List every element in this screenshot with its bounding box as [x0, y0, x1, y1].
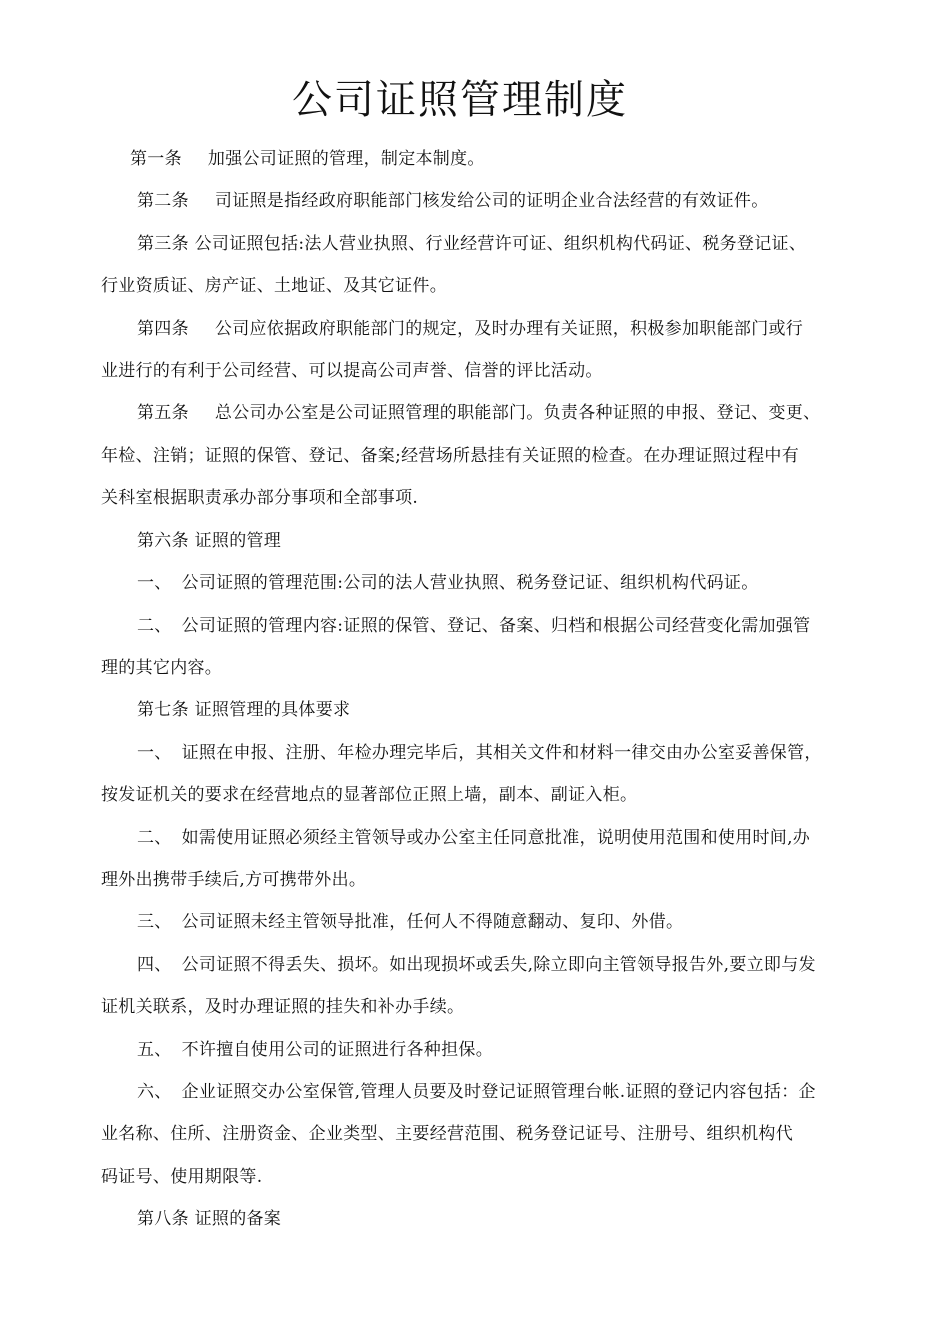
line-lead: 第二条 — [137, 191, 189, 211]
line-text: 第七条 证照管理的具体要求 — [137, 700, 351, 720]
line-text: 公司应依据政府职能部门的规定，及时办理有关证照，积极参加职能部门或行 — [214, 319, 804, 339]
list-item-line — [137, 1038, 493, 1062]
line-text: 第三条 公司证照包括:法人营业执照、行业经营许可证、组织机构代码证、税务登记证、 — [137, 234, 807, 254]
line-lead: 一、 — [137, 573, 172, 593]
line-text: 公司证照不得丢失、损坏。如出现损坏或丢失,除立即向主管领导报告外,要立即与发 — [181, 955, 816, 975]
line-text: 加强公司证照的管理，制定本制度。 — [207, 149, 485, 169]
line-lead: 二、 — [137, 828, 172, 848]
list-item-line — [137, 953, 816, 977]
article-8-heading — [137, 1207, 281, 1231]
article-3-line — [137, 232, 806, 256]
line-text: 如需使用证照必须经主管领导或办公室主任同意批准，说明使用范围和使用时间,办 — [181, 828, 811, 848]
line-lead: 第一条 — [130, 149, 182, 169]
line-lead: 第四条 — [137, 319, 189, 339]
list-item-line-cont — [101, 995, 464, 1019]
list-item-line — [137, 826, 810, 850]
list-item-line — [137, 741, 822, 765]
line-lead: 一、 — [137, 743, 172, 763]
article-1-line — [130, 147, 485, 171]
line-text: 公司证照未经主管领导批准，任何人不得随意翻动、复印、外借。 — [181, 912, 684, 932]
line-text: 理外出携带手续后,方可携带外出。 — [101, 870, 367, 890]
line-lead: 四、 — [137, 955, 172, 975]
line-text: 证机关联系，及时办理证照的挂失和补办手续。 — [101, 997, 465, 1017]
article-5-line-cont — [101, 444, 799, 468]
line-text: 证照在申报、注册、年检办理完毕后，其相关文件和材料一律交由办公室妥善保管， — [181, 743, 822, 763]
line-text: 行业资质证、房产证、土地证、及其它证件。 — [101, 276, 447, 296]
line-text: 关科室根据职责承办部分事项和全部事项. — [101, 488, 419, 508]
line-text: 第八条 证照的备案 — [137, 1209, 282, 1229]
line-text: 不许擅自使用公司的证照进行各种担保。 — [181, 1040, 494, 1060]
article-2-line — [137, 189, 769, 213]
line-text: 理的其它内容。 — [101, 658, 223, 678]
list-item-line-cont — [101, 1165, 262, 1189]
line-text: 第六条 证照的管理 — [137, 531, 282, 551]
list-item-line — [137, 910, 683, 934]
line-text: 按发证机关的要求在经营地点的显著部位正照上墙，副本、副证入柜。 — [101, 785, 638, 805]
line-lead: 三、 — [137, 912, 172, 932]
list-item-line — [137, 1080, 816, 1104]
line-text: 司证照是指经政府职能部门核发给公司的证明企业合法经营的有效证件。 — [214, 191, 769, 211]
line-text: 码证号、使用期限等. — [101, 1167, 263, 1187]
list-item-line-cont — [101, 783, 637, 807]
list-item-line — [137, 571, 759, 595]
line-text: 年检、注销；证照的保管、登记、备案;经营场所悬挂有关证照的检查。在办理证照过程中有 — [101, 446, 800, 466]
article-3-line-cont — [101, 274, 447, 298]
article-5-line-cont — [101, 486, 418, 510]
list-item-line-cont — [101, 1122, 793, 1146]
line-text: 公司证照的管理范围:公司的法人营业执照、税务登记证、组织机构代码证。 — [181, 573, 759, 593]
list-item-line-cont — [101, 868, 366, 892]
line-text: 公司证照的管理内容:证照的保管、登记、备案、归档和根据公司经营变化需加强管 — [181, 616, 811, 636]
article-7-heading — [137, 698, 350, 722]
article-6-heading — [137, 529, 281, 553]
article-4-line — [137, 317, 803, 341]
line-lead: 五、 — [137, 1040, 172, 1060]
line-lead: 二、 — [137, 616, 172, 636]
line-lead: 六、 — [137, 1082, 172, 1102]
line-text: 总公司办公室是公司证照管理的职能部门。负责各种证照的申报、登记、变更、 — [214, 403, 821, 423]
document-title: 公司证照管理制度 — [292, 77, 628, 123]
article-4-line-cont — [101, 359, 603, 383]
list-item-line — [137, 614, 810, 638]
line-text: 业名称、住所、注册资金、企业类型、主要经营范围、税务登记证号、注册号、组织机构代 — [101, 1124, 793, 1144]
line-text: 业进行的有利于公司经营、可以提高公司声誉、信誉的评比活动。 — [101, 361, 603, 381]
line-lead: 第五条 — [137, 403, 189, 423]
article-5-line — [137, 401, 820, 425]
line-text: 企业证照交办公室保管,管理人员要及时登记证照管理台帐.证照的登记内容包括：企 — [181, 1082, 816, 1102]
list-item-line-cont — [101, 656, 222, 680]
